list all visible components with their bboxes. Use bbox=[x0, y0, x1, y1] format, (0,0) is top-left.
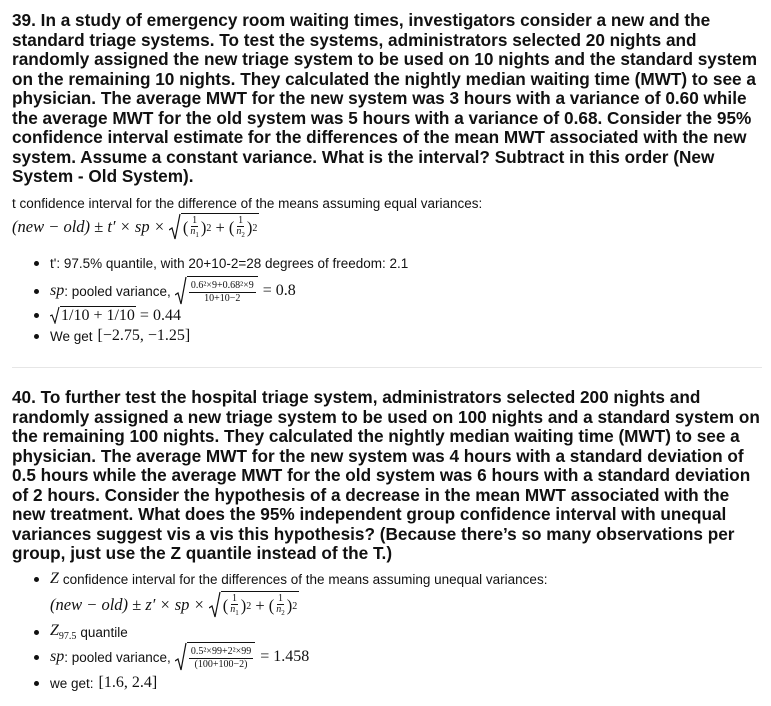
q40-sp-symbol: sp bbox=[50, 648, 65, 665]
q40-pooled-numerator: 0.5²×99+2²×99 bbox=[190, 645, 252, 657]
q40-pooled-sqrt bbox=[175, 642, 255, 672]
q39-bullet-sqrt bbox=[50, 306, 181, 325]
q40-formula-sqrt: ( $\frac{1}{n_1}$ ) 2 + ( $\frac{1}{n_2}$ ) 2 bbox=[209, 591, 300, 619]
q40-bullet-result bbox=[50, 674, 157, 692]
question-40-text: 40. To further test the hospital triage system, administrators selected 200 nights and randomly assigned a new triage system to be used on 100 nights and a standard system on the remaining 100 nights. They calculated the nightly median waiting time (MWT) to see a physician. The average MWT for the new system was 4 hours with a standard deviation of 0.5 hours while the average MWT for the old system was 6 hours with a standard deviation of 2 hours. Consider the hypothesis of a decrease in the mean MWT associated with the new treatment. What does the 95% independent group confidence interval with unequal variances suggest vis a vis this hypothesis? (Because there’s so many observations per group, just use the Z quantile instead of the T.) bbox=[12, 387, 760, 563]
q40-quantile-label: quantile bbox=[80, 624, 128, 640]
q39-sqrt-radicand: 1/10 + 1/10 bbox=[61, 307, 135, 324]
q39-result-prefix: We get bbox=[50, 328, 93, 344]
question-39-text: 39. In a study of emergency room waiting times, investigators consider a new and the standard triage systems. To test the systems, administrators selected 20 nights and randomly assigned the new triage system to be used on 10 nights and the standard system on the remaining 10 nights. They calculated the nightly median waiting time (MWT) to see a physician. The average MWT for the new system was 3 hours with a variance of 0.60 while the average MWT for the old system was 5 hours with a variance of 0.68. Consider the 95% confidence interval estimate for the differences of the mean MWT associated with the new system. Assume a constant variance. What is the interval? Subtract in this order (New System - Old System). bbox=[12, 10, 757, 186]
q40-bullet-ci bbox=[50, 570, 547, 588]
q39-formula bbox=[12, 212, 259, 242]
q39-formula-lhs: (new − old) ± t′ × sp × bbox=[12, 217, 165, 236]
q40-formula-lhs: (new − old) ± z′ × sp × bbox=[50, 595, 205, 614]
q39-pooled-denominator: 10+10−2 bbox=[204, 292, 241, 304]
q40-ci-label: confidence interval for the differences of the means assuming unequal variances: bbox=[62, 571, 548, 587]
q39-formula-sqrt: ( $\frac{1}{n_1}$ ) 2 + ( $\frac{1}{n_2}$ ) 2 bbox=[169, 213, 260, 241]
q40-z-symbol: Z bbox=[50, 570, 59, 587]
q40-formula bbox=[50, 590, 299, 620]
q39-pooled-numerator: 0.6²×9+0.68²×9 bbox=[190, 279, 254, 291]
q39-sp-symbol: sp bbox=[50, 282, 65, 299]
q40-pooled-denominator: (100+100−2) bbox=[194, 658, 248, 670]
q39-result-interval: [−2.75, −1.25] bbox=[97, 327, 191, 344]
q39-bullet-pooled-variance bbox=[50, 276, 296, 306]
q39-pooled-result: = 0.8 bbox=[262, 282, 296, 299]
q40-bullet-quantile bbox=[50, 622, 128, 642]
q40-bullet-pooled-variance bbox=[50, 642, 309, 672]
q39-sqrt-sum bbox=[50, 306, 136, 325]
section-divider bbox=[12, 367, 762, 368]
q39-pooled-sqrt bbox=[175, 276, 258, 306]
q39-sqrt-result: = 0.44 bbox=[139, 306, 181, 324]
q40-pooled-result: = 1.458 bbox=[260, 648, 310, 665]
q40-result-prefix: we get: bbox=[50, 675, 94, 691]
q39-ci-label: t confidence interval for the difference of the means assuming equal variances: bbox=[12, 196, 483, 211]
q40-pooled-label: : pooled variance, bbox=[64, 649, 171, 665]
q40-z-subscript: 97.5 bbox=[58, 631, 77, 643]
q39-bullet-result bbox=[50, 327, 190, 345]
q40-z-letter: Z bbox=[50, 622, 59, 639]
q39-bullet-quantile: t': 97.5% quantile, with 20+10-2=28 degrees of freedom: 2.1 bbox=[50, 256, 409, 271]
q40-result-interval: [1.6, 2.4] bbox=[98, 674, 158, 691]
q39-pooled-label: : pooled variance, bbox=[64, 283, 171, 299]
q40-z-quantile bbox=[50, 622, 76, 642]
